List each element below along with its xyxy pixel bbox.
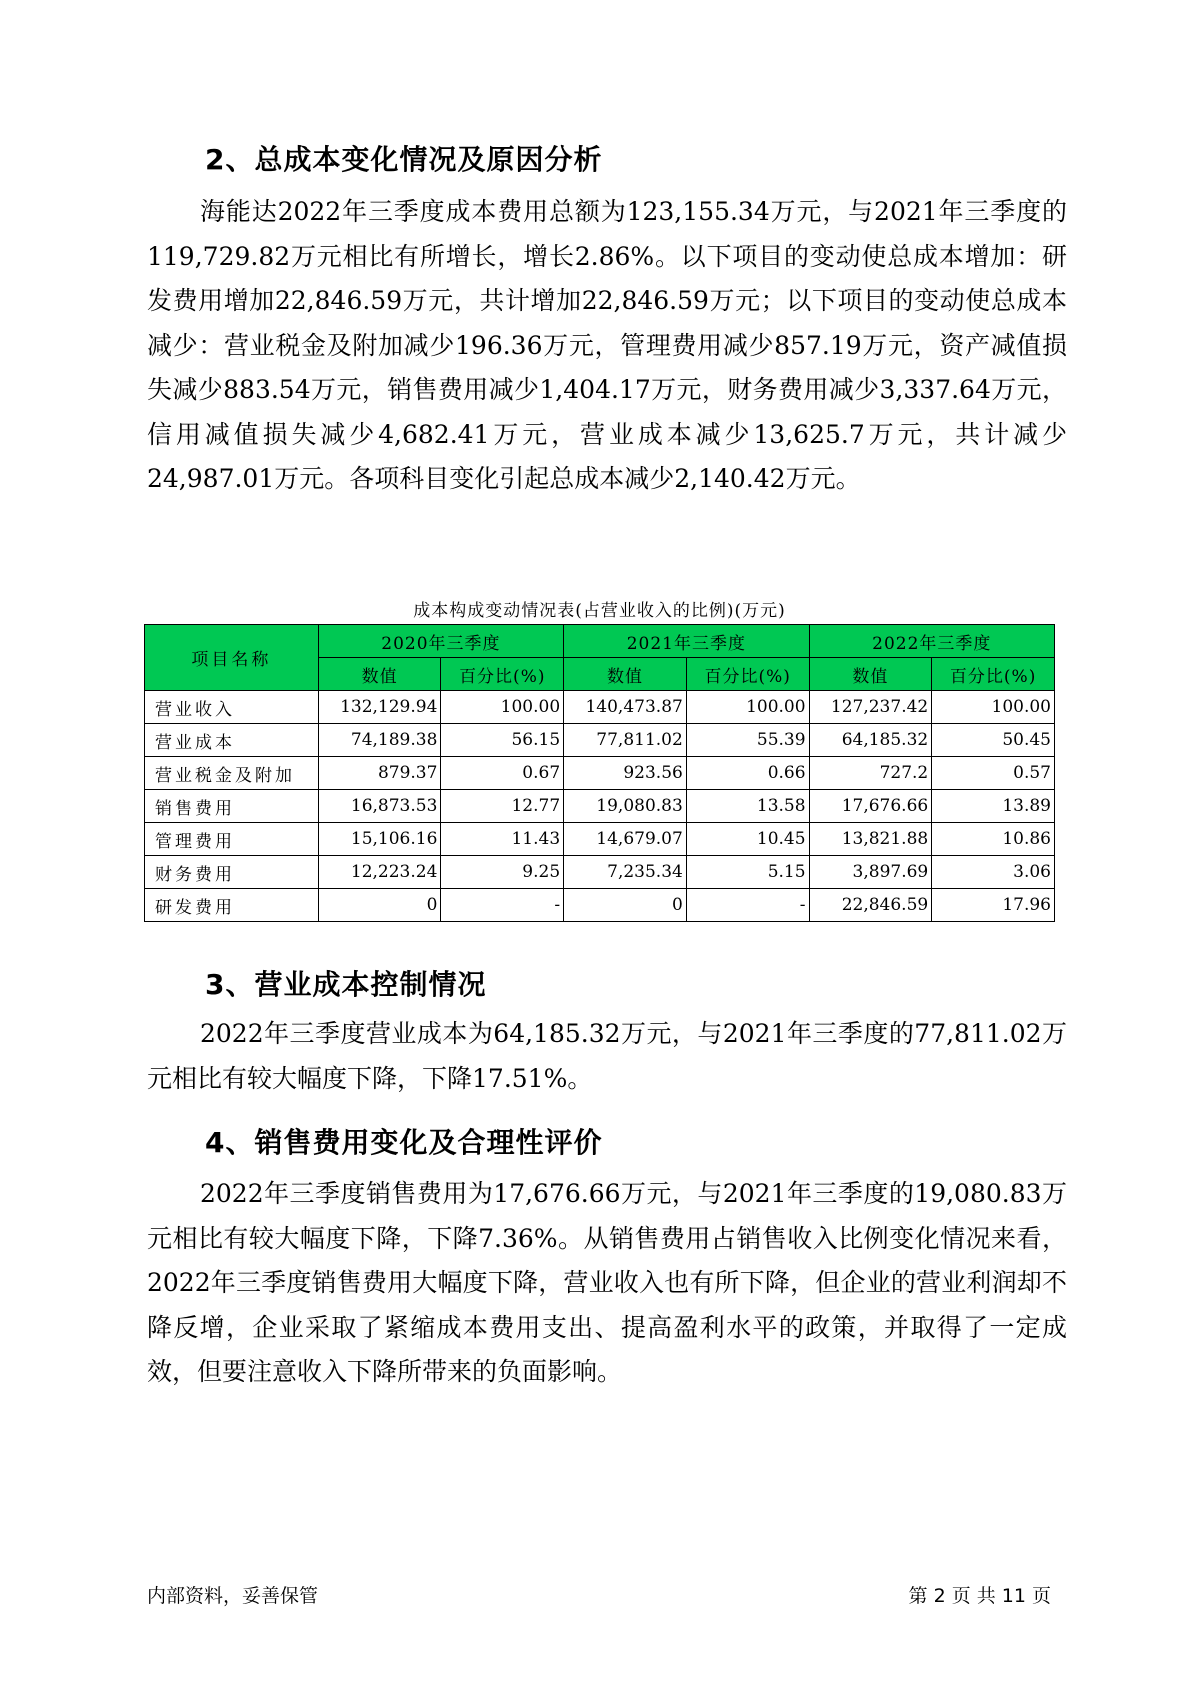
cell-percent: 55.39 — [686, 724, 809, 757]
cell-value: 13,821.88 — [809, 823, 932, 856]
cell-percent: - — [686, 889, 809, 922]
cell-percent: 10.86 — [932, 823, 1055, 856]
header-item-name: 项目名称 — [145, 625, 319, 691]
header-period-2022: 2022年三季度 — [809, 625, 1054, 658]
section-2-paragraph: 海能达2022年三季度成本费用总额为123,155.34万元，与2021年三季度的119,729.82万元相比有所增长，增长2.86%。以下项目的变动使总成本增加：研发费用增加22,846.59万元，共计增加22,846.59万元；以下项目的变动使总成本减少：营业税金及附加减少196.36万元，管理费用减少857.19万元，资产减值损失减少883.54万元，销售费用减少1,404.17万元，财务费用减少3,337.64万元，信用减值损失减少4,682.41万元，营业成本减少13,625.7万元，共计减少24,987.01万元。各项科目变化引起总成本减少2,140.42万元。 — [147, 197, 1067, 493]
cell-percent: 56.15 — [441, 724, 564, 757]
section-4-paragraph: 2022年三季度销售费用为17,676.66万元，与2021年三季度的19,080.83万元相比有较大幅度下降，下降7.36%。从销售费用占销售收入比例变化情况来看，2022年三季度销售费用大幅度下降，营业收入也有所下降，但企业的营业利润却不降反增，企业采取了紧缩成本费用支出、提高盈利水平的政策，并取得了一定成效，但要注意收入下降所带来的负面影响。 — [147, 1179, 1067, 1386]
subheader-value: 数值 — [318, 658, 441, 691]
row-name: 营业税金及附加 — [145, 757, 319, 790]
cell-percent: 13.58 — [686, 790, 809, 823]
cell-percent: 10.45 — [686, 823, 809, 856]
cost-structure-table — [144, 624, 1055, 922]
cell-percent: 12.77 — [441, 790, 564, 823]
cell-percent: - — [441, 889, 564, 922]
cell-percent: 100.00 — [932, 691, 1055, 724]
table-row — [145, 790, 1055, 823]
cell-value: 64,185.32 — [809, 724, 932, 757]
cell-value: 22,846.59 — [809, 889, 932, 922]
row-name: 营业成本 — [145, 724, 319, 757]
table-row — [145, 856, 1055, 889]
table-row — [145, 757, 1055, 790]
cell-value: 3,897.69 — [809, 856, 932, 889]
table-caption: 成本构成变动情况表(占营业收入的比例)(万元) — [413, 601, 786, 621]
cell-percent: 5.15 — [686, 856, 809, 889]
cell-value: 0 — [564, 889, 687, 922]
cell-value: 140,473.87 — [564, 691, 687, 724]
cell-percent: 0.67 — [441, 757, 564, 790]
cell-value: 923.56 — [564, 757, 687, 790]
table-row — [145, 889, 1055, 922]
cell-percent: 9.25 — [441, 856, 564, 889]
table-row — [145, 724, 1055, 757]
cell-value: 17,676.66 — [809, 790, 932, 823]
row-name: 销售费用 — [145, 790, 319, 823]
cell-percent: 17.96 — [932, 889, 1055, 922]
subheader-percent: 百分比(%) — [686, 658, 809, 691]
cell-percent: 13.89 — [932, 790, 1055, 823]
cell-value: 15,106.16 — [318, 823, 441, 856]
header-period-2020: 2020年三季度 — [318, 625, 563, 658]
cell-value: 16,873.53 — [318, 790, 441, 823]
cell-value: 74,189.38 — [318, 724, 441, 757]
cell-percent: 50.45 — [932, 724, 1055, 757]
row-name: 营业收入 — [145, 691, 319, 724]
table-row — [145, 823, 1055, 856]
cell-value: 14,679.07 — [564, 823, 687, 856]
cell-value: 19,080.83 — [564, 790, 687, 823]
row-name: 研发费用 — [145, 889, 319, 922]
cell-value: 727.2 — [809, 757, 932, 790]
section-4-title: 4、销售费用变化及合理性评价 — [205, 1126, 603, 1159]
cell-value: 12,223.24 — [318, 856, 441, 889]
section-3-title: 3、营业成本控制情况 — [205, 968, 487, 1001]
cell-value: 77,811.02 — [564, 724, 687, 757]
cell-value: 0 — [318, 889, 441, 922]
cell-value: 132,129.94 — [318, 691, 441, 724]
table-row — [145, 691, 1055, 724]
footer-page-number: 第 2 页 共 11 页 — [908, 1585, 1051, 1607]
subheader-percent: 百分比(%) — [441, 658, 564, 691]
cell-value: 879.37 — [318, 757, 441, 790]
cell-value: 127,237.42 — [809, 691, 932, 724]
subheader-value: 数值 — [564, 658, 687, 691]
row-name: 财务费用 — [145, 856, 319, 889]
cell-value: 7,235.34 — [564, 856, 687, 889]
cell-percent: 100.00 — [441, 691, 564, 724]
cell-percent: 0.66 — [686, 757, 809, 790]
section-3-paragraph: 2022年三季度营业成本为64,185.32万元，与2021年三季度的77,811.02万元相比有较大幅度下降，下降17.51%。 — [147, 1019, 1067, 1093]
header-period-2021: 2021年三季度 — [564, 625, 809, 658]
row-name: 管理费用 — [145, 823, 319, 856]
cell-percent: 100.00 — [686, 691, 809, 724]
subheader-value: 数值 — [809, 658, 932, 691]
cell-percent: 0.57 — [932, 757, 1055, 790]
footer-confidential-note: 内部资料，妥善保管 — [147, 1585, 319, 1607]
section-2-title: 2、总成本变化情况及原因分析 — [205, 143, 603, 176]
cell-percent: 11.43 — [441, 823, 564, 856]
subheader-percent: 百分比(%) — [932, 658, 1055, 691]
cell-percent: 3.06 — [932, 856, 1055, 889]
